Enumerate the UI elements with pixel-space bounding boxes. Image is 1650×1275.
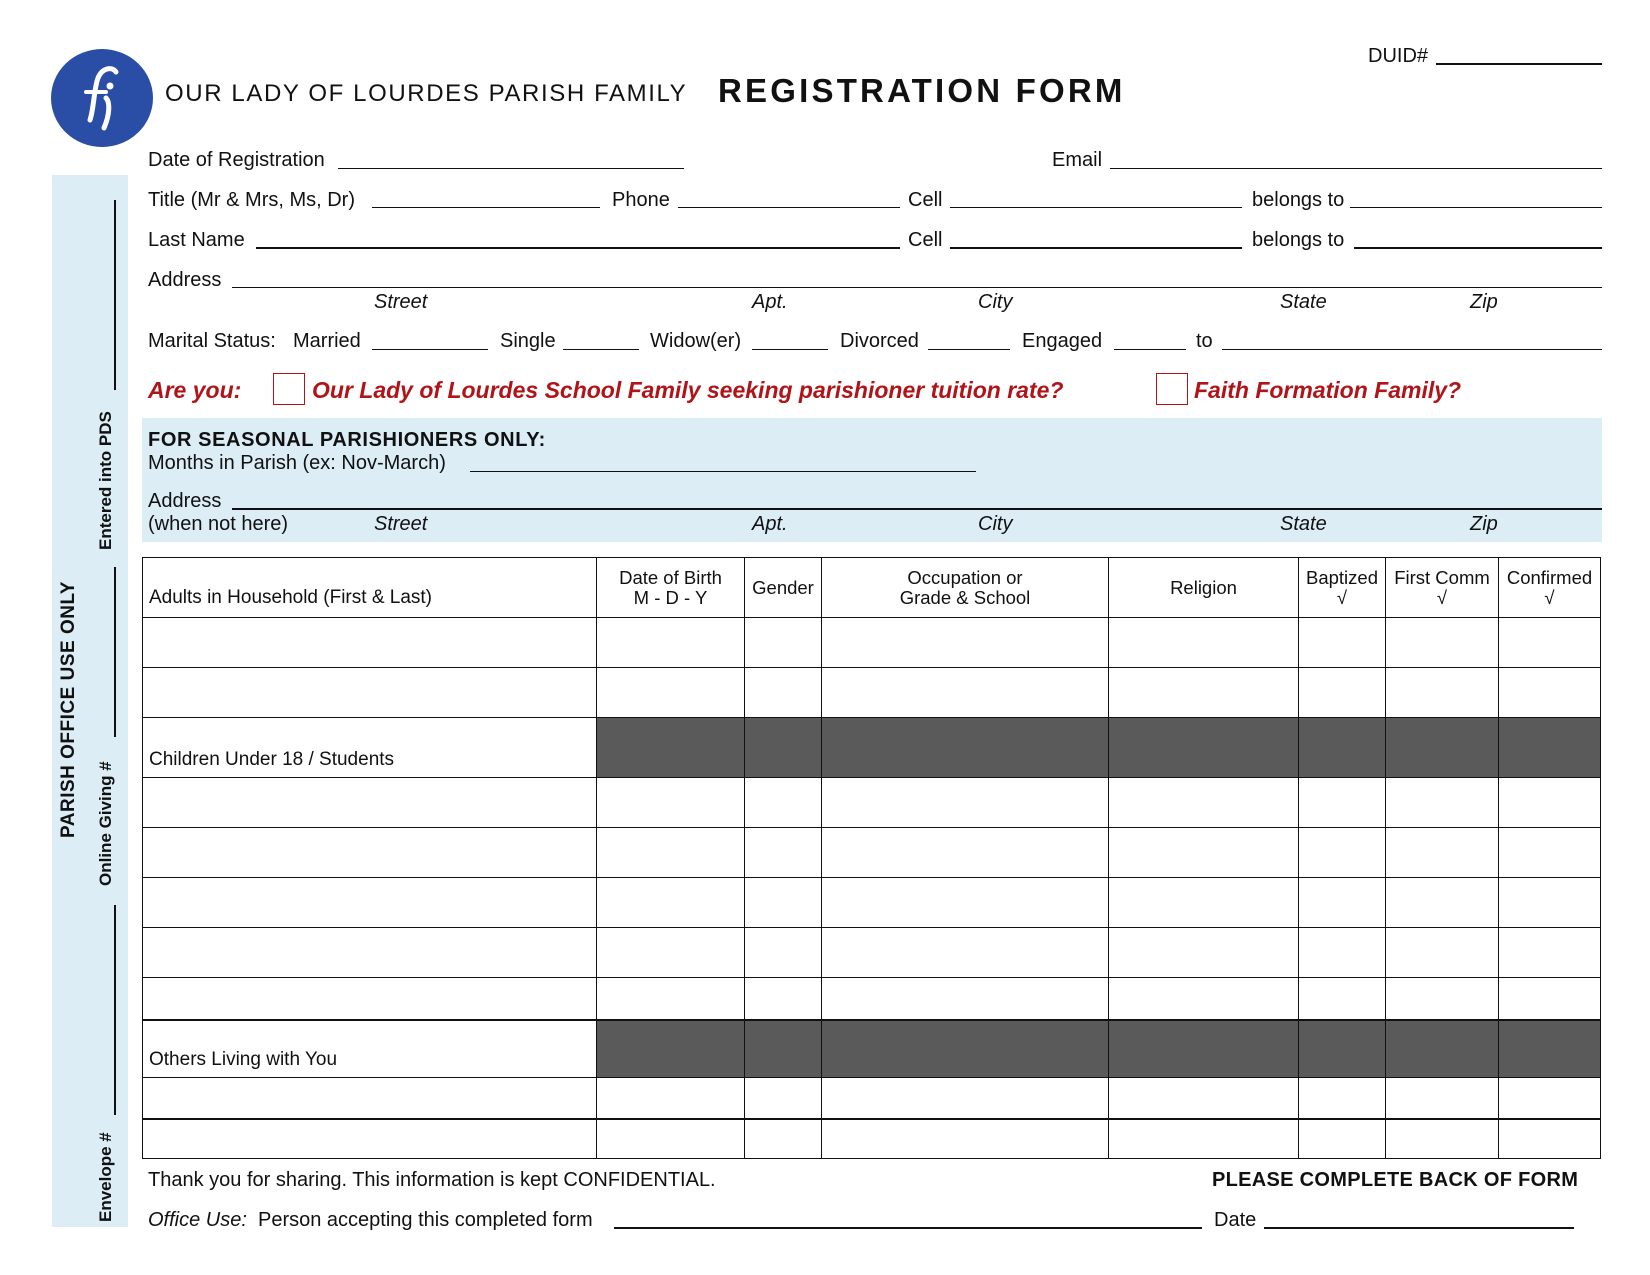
parish-name: OUR LADY OF LOURDES PARISH FAMILY: [165, 80, 688, 107]
complete-back-text: PLEASE COMPLETE BACK OF FORM: [1212, 1169, 1579, 1191]
cell-label-2: Cell: [908, 229, 943, 251]
single-label: Single: [500, 330, 556, 352]
duid-label: DUID#: [1368, 45, 1429, 67]
office-use-label: PARISH OFFICE USE ONLY: [58, 581, 79, 838]
online-giving-field[interactable]: [114, 567, 116, 737]
belongs-to-label-2: belongs to: [1252, 229, 1345, 251]
entered-pds-field[interactable]: [114, 200, 116, 390]
table-row-child[interactable]: [143, 878, 1601, 928]
children-section-row: [143, 718, 1601, 778]
are-you-label: Are you:: [148, 377, 242, 403]
phone-field[interactable]: [678, 207, 900, 208]
city-caption: City: [978, 291, 1013, 313]
address-field[interactable]: [232, 287, 1602, 288]
widower-label: Widow(er): [650, 330, 742, 352]
cell-label-1: Cell: [908, 189, 943, 211]
faith-formation-label: Faith Formation Family?: [1194, 377, 1462, 403]
seasonal-street-caption: Street: [374, 513, 428, 535]
form-title: REGISTRATION FORM: [718, 72, 1126, 109]
table-row-child[interactable]: [143, 828, 1601, 878]
married-field[interactable]: [372, 349, 488, 350]
thank-you-text: Thank you for sharing. This information is kept CONFIDENTIAL.: [148, 1169, 716, 1191]
cell-field-2[interactable]: [950, 247, 1242, 249]
divorced-label: Divorced: [840, 330, 919, 352]
widower-field[interactable]: [752, 349, 828, 350]
apt-caption: Apt.: [752, 291, 788, 313]
gender-header: Gender: [745, 558, 822, 618]
cell-field-1[interactable]: [950, 207, 1242, 208]
footer-date-label: Date: [1214, 1209, 1257, 1231]
months-in-parish-field[interactable]: [470, 471, 976, 472]
when-not-here-label: (when not here): [148, 513, 289, 535]
first-comm-check-mark: √: [1436, 586, 1448, 608]
street-caption: Street: [374, 291, 428, 313]
household-table: [142, 557, 1601, 1159]
belongs-to-label-1: belongs to: [1252, 189, 1345, 211]
duid-field[interactable]: [1436, 63, 1602, 65]
first-comm-header-label: First Comm: [1394, 567, 1490, 589]
belongs-to-field-1[interactable]: [1350, 207, 1602, 208]
table-row-adult[interactable]: [143, 668, 1601, 718]
footer-date-field[interactable]: [1264, 1227, 1574, 1229]
seasonal-address-label: Address: [148, 490, 222, 512]
table-row-child[interactable]: [143, 778, 1601, 828]
seasonal-city-caption: City: [978, 513, 1013, 535]
table-row-other[interactable]: [143, 1119, 1601, 1159]
table-row-adult[interactable]: [143, 618, 1601, 668]
baptized-header: [1299, 558, 1386, 618]
last-name-field[interactable]: [256, 247, 900, 249]
dob-header-line2: M - D - Y: [633, 586, 708, 608]
baptized-header-label: Baptized: [1306, 567, 1378, 589]
entered-pds-label: Entered into PDS: [96, 411, 115, 550]
occupation-header: [822, 558, 1109, 618]
school-family-checkbox[interactable]: [273, 373, 305, 405]
title-label: Title (Mr & Mrs, Ms, Dr): [148, 189, 356, 211]
logo-mark: fi: [50, 48, 51, 49]
confirmed-header: [1499, 558, 1601, 618]
engaged-field[interactable]: [1114, 349, 1186, 350]
person-accepting-label: Person accepting this completed form: [258, 1209, 593, 1231]
email-label: Email: [1052, 149, 1103, 171]
dob-header-line1: Date of Birth: [619, 567, 722, 589]
marital-status-label: Marital Status:: [148, 330, 276, 352]
engaged-label: Engaged: [1022, 330, 1103, 352]
table-row-child[interactable]: [143, 978, 1601, 1020]
date-of-registration-label: Date of Registration: [148, 149, 325, 171]
baptized-check-mark: √: [1336, 586, 1348, 608]
date-of-registration-field[interactable]: [338, 168, 684, 169]
occupation-header-line1: Occupation or: [907, 567, 1023, 589]
confirmed-header-label: Confirmed: [1506, 567, 1593, 589]
envelope-label: Envelope #: [96, 1132, 115, 1222]
divorced-field[interactable]: [928, 349, 1010, 350]
engaged-to-field[interactable]: [1222, 349, 1602, 350]
faith-formation-checkbox[interactable]: [1156, 373, 1188, 405]
dob-header: [597, 558, 745, 618]
table-header-row: [143, 558, 1601, 618]
parish-logo: [50, 48, 154, 148]
belongs-to-field-2[interactable]: [1354, 247, 1602, 249]
state-caption: State: [1280, 291, 1327, 313]
to-label: to: [1196, 330, 1213, 352]
title-field[interactable]: [372, 207, 600, 208]
table-row-child[interactable]: [143, 928, 1601, 978]
online-giving-label: Online Giving #: [96, 761, 115, 886]
others-section-row: [143, 1020, 1601, 1078]
address-label: Address: [148, 269, 222, 291]
seasonal-zip-caption: Zip: [1470, 513, 1498, 535]
single-field[interactable]: [563, 349, 639, 350]
seasonal-address-field[interactable]: [232, 508, 1602, 510]
children-label: Children Under 18 / Students: [143, 718, 597, 778]
months-in-parish-label: Months in Parish (ex: Nov-March): [148, 452, 446, 474]
religion-header: Religion: [1109, 558, 1299, 618]
table-row-other[interactable]: [143, 1078, 1601, 1119]
last-name-label: Last Name: [148, 229, 245, 251]
person-accepting-field[interactable]: [614, 1227, 1202, 1229]
first-comm-header: [1386, 558, 1499, 618]
seasonal-apt-caption: Apt.: [752, 513, 788, 535]
phone-label: Phone: [612, 189, 670, 211]
occupation-header-line2: Grade & School: [899, 586, 1031, 608]
adults-header: Adults in Household (First & Last): [143, 558, 597, 618]
others-label: Others Living with You: [143, 1020, 597, 1078]
seasonal-state-caption: State: [1280, 513, 1327, 535]
school-family-label: Our Lady of Lourdes School Family seeking parishioner tuition rate?: [312, 377, 1064, 403]
office-use-label: Office Use:: [148, 1209, 247, 1231]
seasonal-heading: FOR SEASONAL PARISHIONERS ONLY:: [148, 429, 546, 451]
married-label: Married: [293, 330, 361, 352]
envelope-field[interactable]: [114, 905, 116, 1115]
confirmed-check-mark: √: [1544, 586, 1555, 608]
zip-caption: Zip: [1470, 291, 1498, 313]
email-field[interactable]: [1110, 168, 1602, 169]
